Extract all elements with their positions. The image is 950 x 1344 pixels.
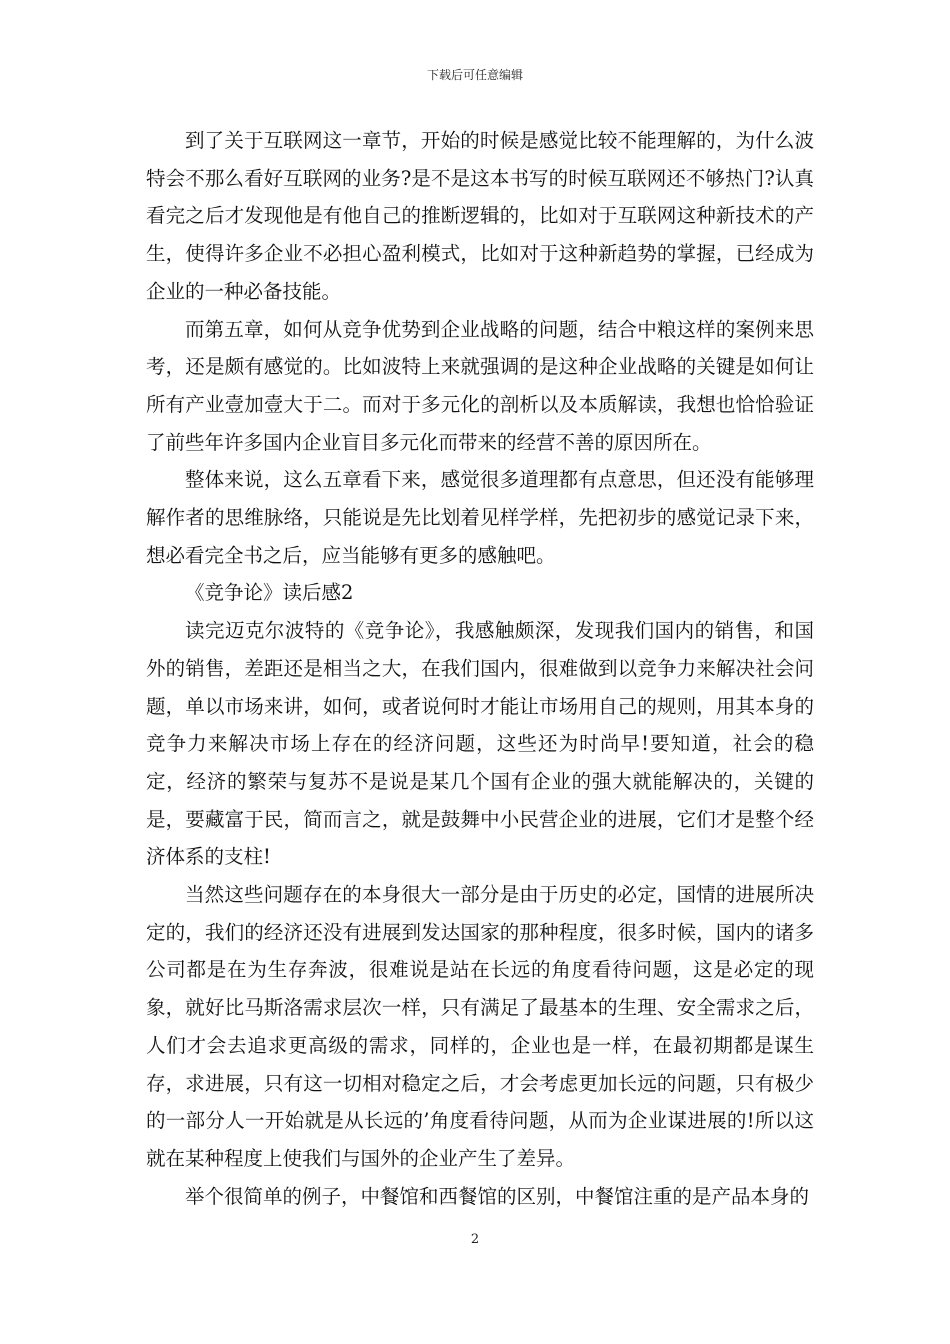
paragraph: 而第五章，如何从竞争优势到企业战略的问题，结合中粮这样的案例来思考，还是颇有感觉的。比如波特上来就强调的是这种企业战略的关键是如何让所有产业壹加壹大于二。而对于多元化的剖析以及本质解读，我想也恰恰验证了前些年许多国内企业盲目多元化而带来的经营不善的原因所在。 <box>146 317 814 454</box>
paragraph: 当然这些问题存在的本身很大一部分是由于历史的必定，国情的进展所决定的，我们的经济还没有进展到发达国家的那种程度，很多时候，国内的诸多公司都是在为生存奔波，很难说是站在长远的角度看待问题，这是必定的现象，就好比马斯洛需求层次一样，只有满足了最基本的生理、安全需求之后，人们才会去追求更高级的需求，同样的，企业也是一样，在最初期都是谋生存，求进展，只有这一切相对稳定之后，才会考虑更加长远的问题，只有极少的一部分人一开始就是从长远的’角度看待问题，从而为企业谋进展的!所以这就在某种程度上使我们与国外的企业产生了差异。 <box>146 883 814 1170</box>
paragraph: 举个很简单的例子，中餐馆和西餐馆的区别，中餐馆注重的是产品本身的 <box>185 1184 810 1208</box>
page-number: 2 <box>470 1232 480 1247</box>
page-header: 下载后可任意编辑 <box>426 68 523 82</box>
paragraph: 整体来说，这么五章看下来，感觉很多道理都有点意思，但还没有能够理解作者的思维脉络，只能说是先比划着见样学样，先把初步的感觉记录下来，想必看完全书之后，应当能够有更多的感触吧。 <box>146 468 814 567</box>
paragraph: 到了关于互联网这一章节，开始的时候是感觉比较不能理解的，为什么波特会不那么看好互联网的业务?是不是这本书写的时候互联网还不够热门?认真看完之后才发现他是有他自己的推断逻辑的，比如对于互联网这种新技术的产生，使得许多企业不必担心盈利模式，比如对于这种新趋势的掌握，已经成为企业的一种必备技能。 <box>146 129 814 303</box>
document-body <box>146 122 814 1215</box>
section-title: 《竞争论》读后感2 <box>185 581 354 605</box>
paragraph: 读完迈克尔波特的《竞争论》，我感触颇深，发现我们国内的销售，和国外的销售，差距还是相当之大，在我们国内，很难做到以竞争力来解决社会问题，单以市场来讲，如何，或者说何时才能让市场用自己的规则，用其本身的竞争力来解决市场上存在的经济问题，这些还为时尚早!要知道，社会的稳定，经济的繁荣与复苏不是说是某几个国有企业的强大就能解决的，关键的是，要藏富于民，简而言之，就是鼓舞中小民营企业的进展，它们才是整个经济体系的支柱! <box>146 619 814 869</box>
